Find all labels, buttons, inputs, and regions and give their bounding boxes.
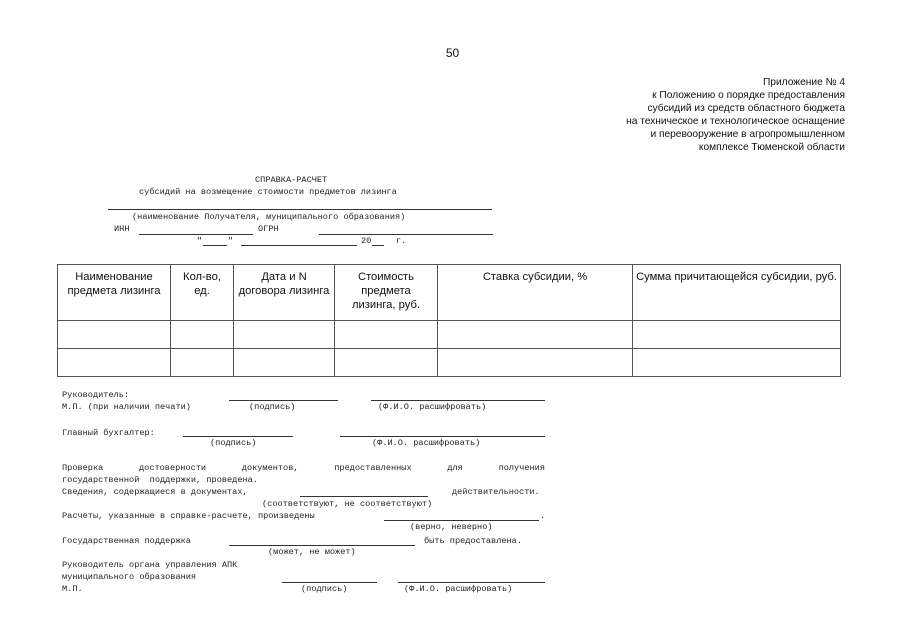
col-header-contract: Дата и N договора лизинга: [234, 265, 335, 321]
annex-line: Приложение № 4: [762, 77, 845, 88]
check-word: для: [447, 463, 463, 473]
inn-label: ИНН: [114, 224, 130, 234]
check-word: предоставленных: [334, 463, 412, 473]
head-signature-caption: (подпись): [249, 402, 296, 412]
table-header-row: [58, 265, 841, 321]
info-field[interactable]: [300, 496, 428, 497]
col-header-rate: Ставка субсидии, %: [438, 265, 633, 321]
accountant-fio-field[interactable]: [340, 436, 545, 437]
annex-line: комплексе Тюменской области: [698, 142, 845, 153]
annex-line: на техническое и технологическое оснащение: [626, 116, 845, 127]
annex-line: и перевооружение в агропромышленном: [650, 129, 845, 140]
ogrn-label: ОГРН: [258, 224, 279, 234]
apk-municipality-label: муниципального образования: [62, 572, 197, 582]
check-word: получения: [498, 463, 545, 473]
apk-head-label: Руководитель органа управления АПК: [62, 560, 238, 570]
check-word: Проверка: [62, 463, 104, 473]
head-label: Руководитель:: [62, 390, 130, 400]
year-field[interactable]: [372, 245, 384, 246]
date-quote-close: ": [228, 236, 234, 246]
head-fio-caption: (Ф.И.О. расшифровать): [378, 402, 487, 412]
table-cell[interactable]: [171, 349, 234, 377]
stamp-label: М.П. (при наличии печати): [62, 402, 191, 412]
support-field[interactable]: [229, 545, 415, 546]
year-prefix: 20: [361, 236, 372, 246]
page-number: 50: [445, 46, 460, 60]
info-suffix: действительности.: [452, 487, 540, 497]
recipient-caption: (наименование Получателя, муниципального образования): [132, 212, 406, 222]
recipient-name-line[interactable]: [108, 209, 492, 210]
apk-stamp-label: М.П.: [62, 584, 83, 594]
table-cell[interactable]: [234, 349, 335, 377]
ogrn-field[interactable]: [319, 234, 493, 235]
table-cell[interactable]: [335, 349, 438, 377]
year-suffix: г.: [396, 236, 407, 246]
accountant-signature-caption: (подпись): [210, 438, 257, 448]
accountant-fio-caption: (Ф.И.О. расшифровать): [372, 438, 481, 448]
info-label: Сведения, содержащиеся в документах,: [62, 487, 248, 497]
calc-suffix: .: [540, 511, 546, 521]
table-cell[interactable]: [335, 321, 438, 349]
calc-label: Расчеты, указанные в справке-расчете, произведены: [62, 511, 315, 521]
table-cell[interactable]: [58, 349, 171, 377]
check-line-2: государственной поддержки, проведена.: [62, 475, 258, 485]
accountant-signature-field[interactable]: [183, 436, 293, 437]
table-cell[interactable]: [633, 321, 841, 349]
inn-field[interactable]: [139, 234, 253, 235]
date-day-field[interactable]: [203, 245, 227, 246]
annex-reference: [626, 76, 845, 154]
table-cell[interactable]: [438, 349, 633, 377]
table-row: [58, 321, 841, 349]
subsidy-table: [57, 264, 841, 377]
check-word: документов,: [241, 463, 299, 473]
head-fio-field[interactable]: [371, 400, 545, 401]
check-word: достоверности: [139, 463, 207, 473]
apk-fio-caption: (Ф.И.О. расшифровать): [404, 584, 513, 594]
table-cell[interactable]: [633, 349, 841, 377]
col-header-item: Наименование предмета лизинга: [58, 265, 171, 321]
col-header-qty: Кол-во, ед.: [171, 265, 234, 321]
calc-caption: (верно, неверно): [410, 522, 493, 532]
date-month-field[interactable]: [241, 245, 357, 246]
form-subtitle: субсидий на возмещение стоимости предметов лизинга: [139, 187, 397, 197]
col-header-amount: Сумма причитающейся субсидии, руб.: [633, 265, 841, 321]
table-cell[interactable]: [438, 321, 633, 349]
apk-signature-field[interactable]: [282, 582, 377, 583]
apk-signature-caption: (подпись): [301, 584, 348, 594]
check-line-1: [62, 463, 545, 473]
calc-field[interactable]: [384, 520, 539, 521]
col-header-cost: Стоимость предмета лизинга, руб.: [335, 265, 438, 321]
support-caption: (может, не может): [268, 547, 356, 557]
date-quote-open: ": [197, 236, 203, 246]
support-suffix: быть предоставлена.: [424, 536, 522, 546]
table-row: [58, 349, 841, 377]
annex-line: субсидий из средств областного бюджета: [647, 103, 845, 114]
chief-accountant-label: Главный бухгалтер:: [62, 428, 155, 438]
table-cell[interactable]: [58, 321, 171, 349]
table-cell[interactable]: [171, 321, 234, 349]
table-cell[interactable]: [234, 321, 335, 349]
head-signature-field[interactable]: [229, 400, 338, 401]
apk-fio-field[interactable]: [398, 582, 545, 583]
annex-line: к Положению о порядке предоставления: [652, 90, 845, 101]
form-title: СПРАВКА-РАСЧЕТ: [255, 175, 328, 185]
info-caption: (соответствуют, не соответствуют): [262, 499, 433, 509]
support-label: Государственная поддержка: [62, 536, 191, 546]
